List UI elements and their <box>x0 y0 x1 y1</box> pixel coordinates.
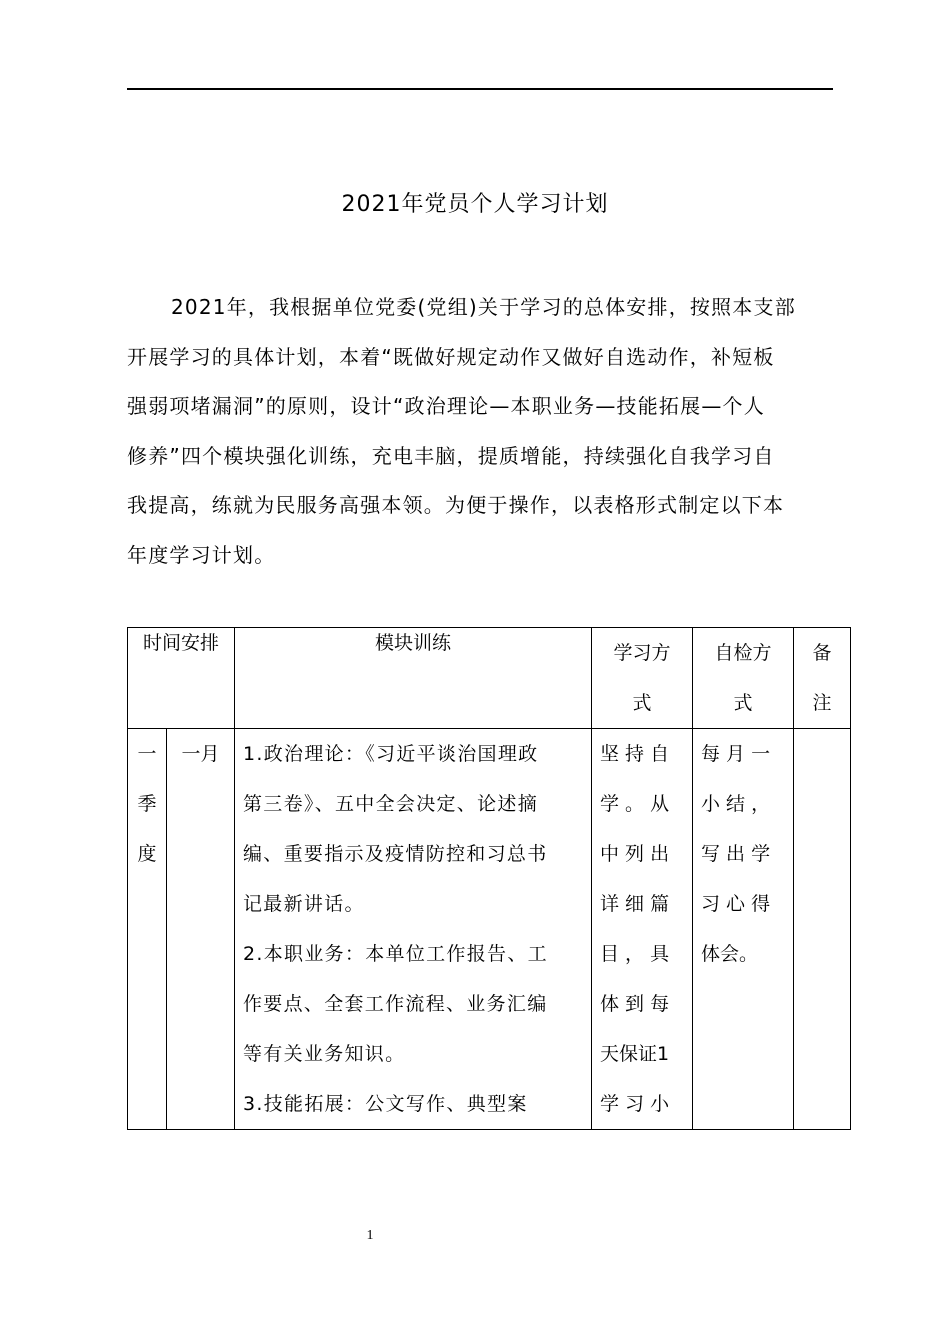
header-note-line: 注 <box>812 692 832 714</box>
intro-line: 我提高，练就为民服务高强本领。为便于操作，以表格形式制定以下本 <box>127 493 785 518</box>
month-cell: 一月 <box>167 729 235 1130</box>
header-check-line: 自检方 <box>714 642 772 664</box>
module-line: 3.技能拓展：公文写作、典型案 <box>243 1093 528 1115</box>
method-line: 中 列 出 <box>600 843 670 865</box>
check-cell <box>693 729 794 1130</box>
method-line: 体 到 每 <box>600 993 670 1015</box>
header-rule <box>127 88 833 90</box>
header-method-line: 学习方 <box>613 642 671 664</box>
table-row <box>128 729 851 1130</box>
method-line: 学 习 小 <box>600 1093 670 1115</box>
note-cell <box>794 729 851 1130</box>
method-line: 坚 持 自 <box>600 743 670 765</box>
module-line: 第三卷》、五中全会决定、论述摘 <box>243 793 539 815</box>
module-cell <box>235 729 592 1130</box>
quarter-char: 季 <box>137 793 157 815</box>
header-check-line: 式 <box>733 692 753 714</box>
header-module: 模块训练 <box>235 628 592 729</box>
header-method <box>592 628 693 729</box>
module-line: 编、重要指示及疫情防控和习总书 <box>243 843 548 865</box>
module-line: 2.本职业务：本单位工作报告、工 <box>243 943 548 965</box>
header-check <box>693 628 794 729</box>
document-title: 2021年党员个人学习计划 <box>341 192 609 217</box>
module-line: 1.政治理论：《习近平谈治国理政 <box>243 743 539 765</box>
page-number: 1 <box>366 1228 374 1243</box>
intro-paragraph <box>127 283 833 581</box>
check-line: 每 月 一 <box>701 743 771 765</box>
intro-line: 2021年，我根据单位党委(党组)关于学习的总体安排，按照本支部 <box>171 295 796 319</box>
header-method-line: 式 <box>632 692 652 714</box>
intro-line: 修养”四个模块强化训练，充电丰脑，提质增能，持续强化自我学习自 <box>127 443 775 468</box>
header-time: 时间安排 <box>128 628 235 729</box>
check-line: 体会。 <box>701 943 759 965</box>
check-line: 小 结 ， <box>701 793 771 815</box>
quarter-char: 一 <box>137 743 157 765</box>
module-line: 等有关业务知识。 <box>243 1043 406 1065</box>
header-note <box>794 628 851 729</box>
table-header-row <box>128 628 851 729</box>
intro-line: 开展学习的具体计划，本着“既做好规定动作又做好自选动作，补短板 <box>127 344 775 369</box>
module-line: 记最新讲话。 <box>243 893 365 915</box>
check-line: 写 出 学 <box>701 843 771 865</box>
quarter-char: 度 <box>137 843 157 865</box>
header-note-line: 备 <box>812 642 832 664</box>
method-line: 学 。 从 <box>600 793 670 815</box>
intro-line: 强弱项堵漏洞”的原则，设计“政治理论—本职业务—技能拓展—个人 <box>127 394 765 419</box>
method-line: 详 细 篇 <box>600 893 670 915</box>
intro-line: 年度学习计划。 <box>127 542 276 567</box>
method-line: 目 ， 具 <box>600 943 670 965</box>
method-cell <box>592 729 693 1130</box>
quarter-cell <box>128 729 167 1130</box>
module-line: 作要点、全套工作流程、业务汇编 <box>243 993 548 1015</box>
check-line: 习 心 得 <box>701 893 771 915</box>
study-plan-table <box>127 627 851 1130</box>
method-line: 天保证1 <box>600 1043 670 1065</box>
